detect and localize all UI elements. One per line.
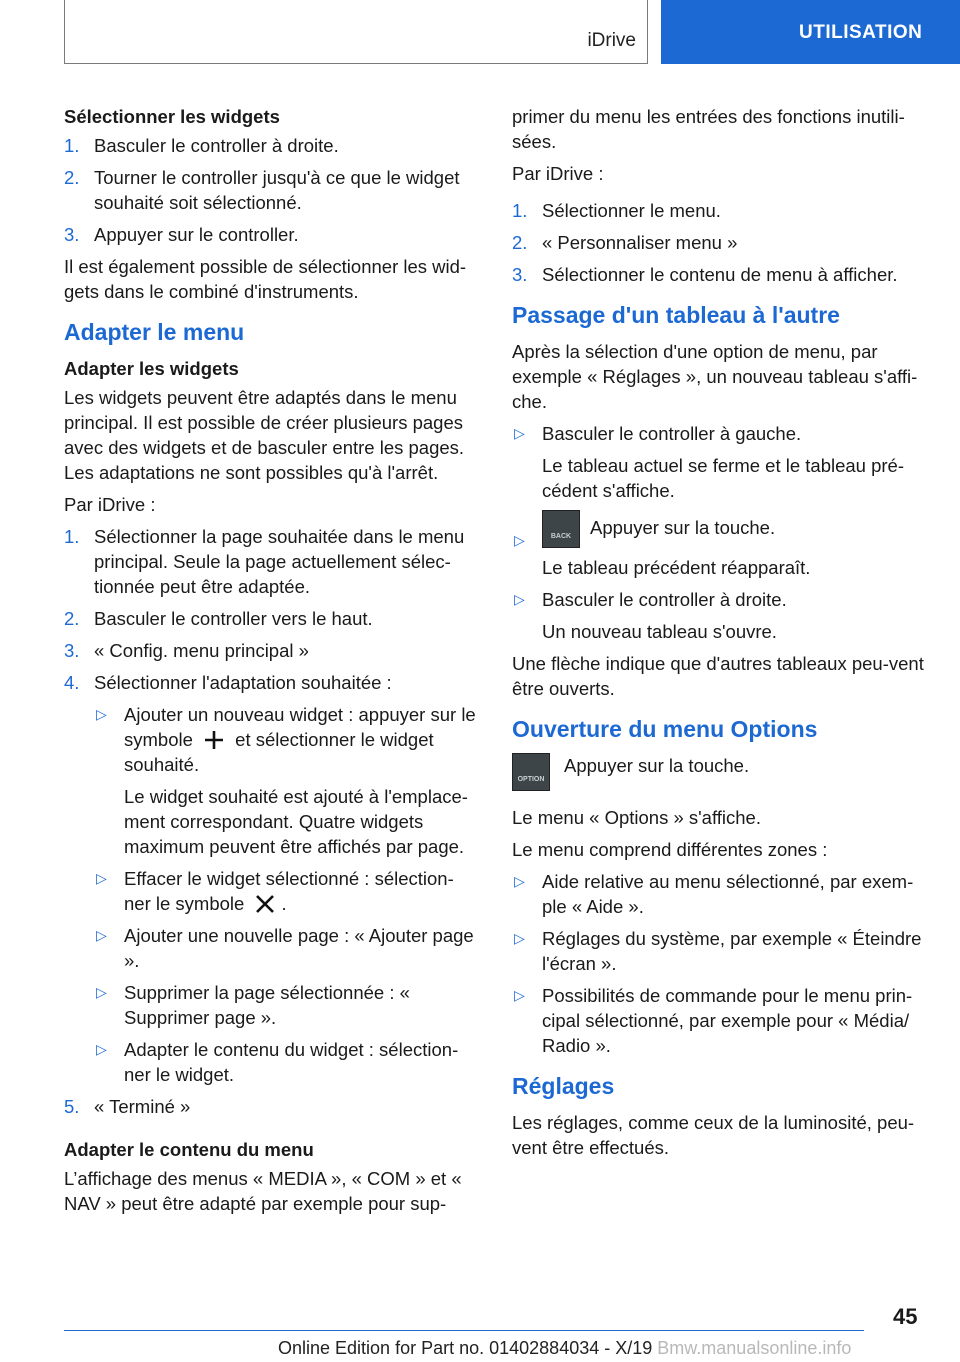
content-steps-list bbox=[512, 198, 928, 287]
list-item: 3. Sélectionner le contenu de menu à afficher. bbox=[512, 264, 898, 285]
paragraph: Le tableau actuel se ferme et le tableau pré‐cédent s'affiche. bbox=[542, 455, 905, 501]
paragraph: Par iDrive : bbox=[512, 163, 604, 184]
adapt-steps-list bbox=[64, 524, 480, 1119]
list-item: ▷ BACK Appuyer sur la touche. Le tableau précédent réapparaît. bbox=[512, 510, 928, 580]
header-section-title: iDrive bbox=[587, 30, 636, 51]
list-item: ▷ Effacer le widget sélectionné : sélection‐ner le symbole . bbox=[96, 868, 454, 914]
list-item: ▷ Basculer le controller à gauche. Le tableau actuel se ferme et le tableau pré‐cédent s'affiche. bbox=[512, 421, 928, 503]
footer-edition: Online Edition for Part no. 01402884034 - X/19 Bmw.manualsonline.info bbox=[278, 1338, 852, 1358]
triangle-bullet-icon: ▷ bbox=[96, 870, 107, 886]
paragraph: L’affichage des menus « MEDIA », « COM » et « NAV » peut être adapté par exemple pour sup‐ bbox=[64, 1168, 462, 1214]
list-item: 3. Appuyer sur le controller. bbox=[64, 224, 299, 245]
left-column bbox=[64, 104, 480, 1223]
list-item: 4. Sélectionner l'adaptation souhaitée : ▷ Ajouter un nouveau widget : appuyer sur le symbole et sélectionner le widget souhaité. Le widget souhaité est ajouté à l'emplace‐ment correspondant. Quatre widgets maximum peuvent être affichés par page. ▷ Effacer le widget sélectionné : sélection‐ner le symbole . ▷ Ajouter une nouvelle page : « Ajouter page ». ▷ Supprimer la page sélectionnée : « Supprimer page ». ▷ Adapter le contenu du widget : sélection‐ner le widget. bbox=[64, 670, 480, 1087]
heading-select-widgets: Sélectionner les widgets bbox=[64, 106, 280, 127]
paragraph: Après la sélection d'une option de menu, par exemple « Réglages », un nouveau tableau s'affi‐che. bbox=[512, 341, 918, 412]
step-number: 2. bbox=[64, 608, 80, 629]
step-number: 1. bbox=[512, 200, 528, 221]
paragraph: Il est également possible de sélectionner les wid‐gets dans le combiné d'instruments. bbox=[64, 256, 467, 302]
triangle-bullet-icon: ▷ bbox=[514, 987, 525, 1003]
paragraph: Une flèche indique que d'autres tableaux peu‐vent être ouverts. bbox=[512, 653, 924, 699]
triangle-bullet-icon: ▷ bbox=[96, 927, 107, 943]
triangle-bullet-icon: ▷ bbox=[514, 532, 525, 548]
paragraph: Le widget souhaité est ajouté à l'emplace‐ment correspondant. Quatre widgets maximum peuvent être affichés par page. bbox=[124, 786, 468, 857]
step-number: 5. bbox=[64, 1096, 80, 1117]
step-number: 3. bbox=[64, 640, 80, 661]
step-number: 1. bbox=[64, 526, 80, 547]
option-key-icon: OPTION bbox=[512, 753, 550, 791]
list-item: 2. Basculer le controller vers le haut. bbox=[64, 608, 373, 629]
heading-options-menu: Ouverture du menu Options bbox=[512, 716, 818, 742]
footer-divider bbox=[64, 1330, 864, 1331]
back-key-icon: BACK bbox=[542, 510, 580, 548]
heading-switch-tables: Passage d'un tableau à l'autre bbox=[512, 302, 840, 328]
heading-adapt-widgets: Adapter les widgets bbox=[64, 358, 239, 379]
step-number: 4. bbox=[64, 672, 80, 693]
paragraph: Le menu comprend différentes zones : bbox=[512, 839, 828, 860]
list-item: ▷ Ajouter un nouveau widget : appuyer sur le symbole et sélectionner le widget souhaité. Le widget souhaité est ajouté à l'emplace‐ment correspondant. Quatre widgets maximum peuvent être affichés par page. bbox=[94, 702, 480, 859]
heading-settings: Réglages bbox=[512, 1073, 615, 1099]
step-number: 1. bbox=[64, 135, 80, 156]
triangle-bullet-icon: ▷ bbox=[514, 591, 525, 607]
step-number: 2. bbox=[64, 167, 80, 188]
heading-adapt-menu: Adapter le menu bbox=[64, 319, 245, 345]
heading-adapt-content: Adapter le contenu du menu bbox=[64, 1139, 314, 1160]
triangle-bullet-icon: ▷ bbox=[514, 930, 525, 946]
step-number: 3. bbox=[512, 264, 528, 285]
list-item: 5. « Terminé » bbox=[64, 1096, 191, 1117]
right-column bbox=[512, 104, 928, 1167]
list-item: 1. Sélectionner la page souhaitée dans le menu principal. Seule la page actuellement sélec‐tionnée peut être adaptée. bbox=[64, 526, 465, 597]
paragraph: Un nouveau tableau s'ouvre. bbox=[542, 621, 777, 642]
close-icon bbox=[255, 894, 275, 914]
paragraph: Le tableau précédent réapparaît. bbox=[542, 557, 811, 578]
footer-watermark: Bmw.manualsonline.info bbox=[657, 1338, 852, 1358]
list-item: 1. Basculer le controller à droite. bbox=[64, 135, 339, 156]
list-item: ▷ Aide relative au menu sélectionné, par exem‐ple « Aide ». bbox=[514, 871, 914, 917]
select-steps-list bbox=[64, 133, 480, 247]
list-item: ▷ Ajouter une nouvelle page : « Ajouter page ». bbox=[96, 925, 474, 971]
paragraph: Le menu « Options » s'affiche. bbox=[512, 807, 761, 828]
paragraph: Les réglages, comme ceux de la luminosité, peu‐vent être effectués. bbox=[512, 1112, 915, 1158]
paragraph: Les widgets peuvent être adaptés dans le menu principal. Il est possible de créer plusieurs pages avec des widgets et de basculer entre les pages. Les adaptations ne sont possibles qu'à l'arrêt. bbox=[64, 387, 465, 483]
list-item: ▷ Adapter le contenu du widget : sélection‐ner le widget. bbox=[96, 1039, 459, 1085]
list-item: 1. Sélectionner le menu. bbox=[512, 200, 721, 221]
paragraph: primer du menu les entrées des fonctions inutili‐sées. bbox=[512, 106, 905, 152]
triangle-bullet-icon: ▷ bbox=[514, 873, 525, 889]
list-item: ▷ Possibilités de commande pour le menu prin‐cipal sélectionné, par exemple pour « Média/ Radio ». bbox=[514, 985, 913, 1056]
list-item: ▷ Basculer le controller à droite. Un nouveau tableau s'ouvre. bbox=[512, 587, 928, 644]
list-item: 2. Tourner le controller jusqu'à ce que le widget souhaité soit sélectionné. bbox=[64, 167, 460, 213]
paragraph: Par iDrive : bbox=[64, 494, 156, 515]
options-zones-list bbox=[512, 869, 928, 1058]
list-item: ▷ Supprimer la page sélectionnée : « Supprimer page ». bbox=[96, 982, 410, 1028]
switch-options-list bbox=[512, 421, 928, 644]
header-frame bbox=[64, 0, 648, 64]
header-chapter-tab: UTILISATION bbox=[661, 0, 960, 64]
triangle-bullet-icon: ▷ bbox=[96, 1041, 107, 1057]
adaptation-options-list bbox=[94, 702, 480, 1087]
list-item: 3. « Config. menu principal » bbox=[64, 640, 309, 661]
list-item: 2. « Personnaliser menu » bbox=[512, 232, 738, 253]
plus-icon bbox=[204, 730, 224, 750]
triangle-bullet-icon: ▷ bbox=[514, 425, 525, 441]
option-key-row: OPTION Appuyer sur la touche. bbox=[512, 753, 928, 797]
list-item: ▷ Réglages du système, par exemple « Éteindre l'écran ». bbox=[514, 928, 922, 974]
step-number: 2. bbox=[512, 232, 528, 253]
triangle-bullet-icon: ▷ bbox=[96, 706, 107, 722]
step-number: 3. bbox=[64, 224, 80, 245]
page-number: 45 bbox=[893, 1304, 918, 1329]
triangle-bullet-icon: ▷ bbox=[96, 984, 107, 1000]
